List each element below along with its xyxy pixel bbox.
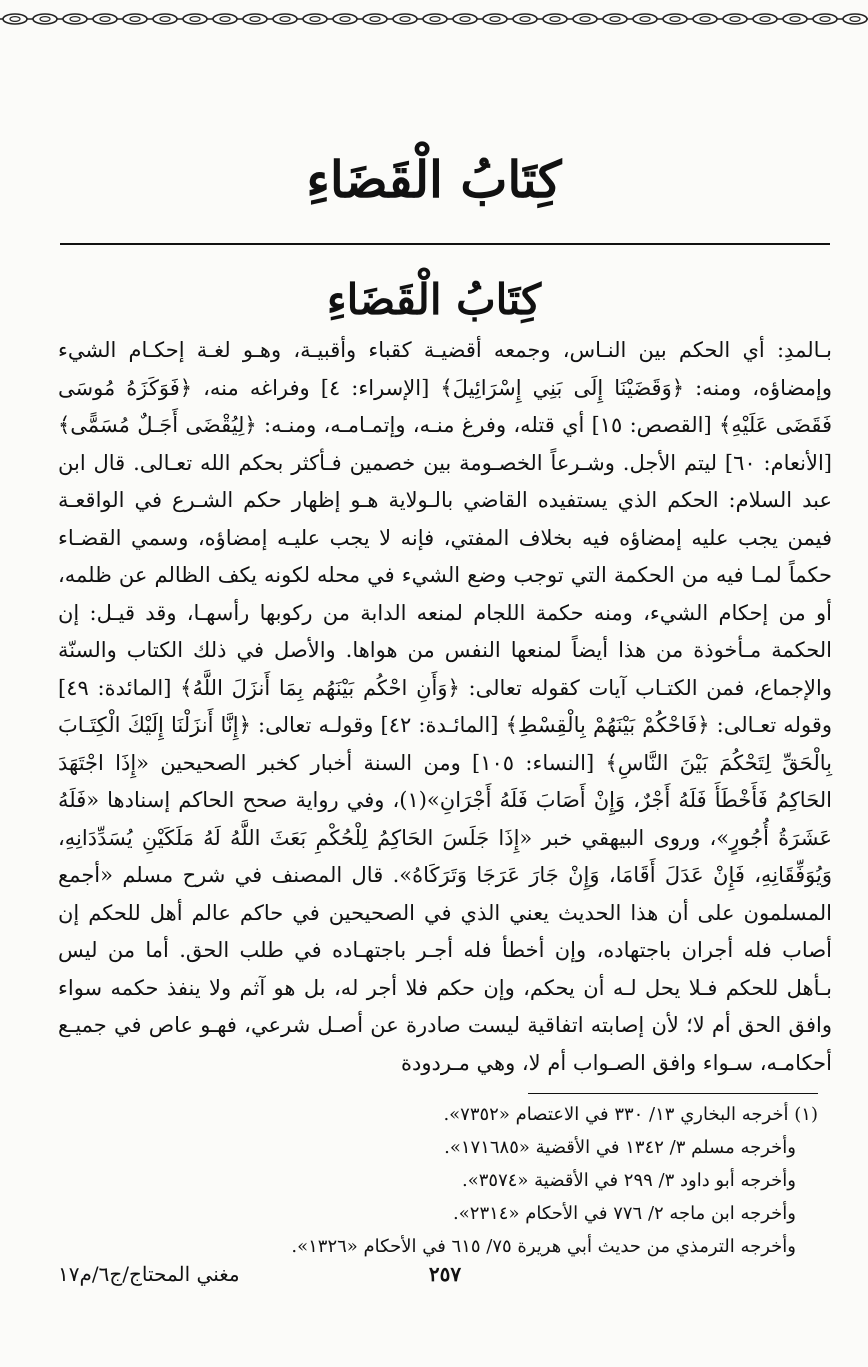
footnote-line: وأخرجه ابن ماجه ٢/ ٧٧٦ في الأحكام «٢٣١٤».: [453, 1203, 796, 1224]
footnote-line: وأخرجه مسلم ٣/ ١٣٤٢ في الأقضية «١٧١٦٨٥».: [444, 1137, 796, 1158]
footnote-line: وأخرجه الترمذي من حديث أبي هريرة ٧٥/ ٦١٥ في الأحكام «١٣٢٦».: [291, 1236, 796, 1257]
main-paragraph: بـالمدِ: أي الحكم بين النـاس، وجمعه أقضيـة كقباء وأقبيـة، وهـو لغـة إحكـام الشيء وإمضاؤه، ومنه: ﴿وَقَضَيْنَا إِلَى بَنِي إِسْرَائِيلَ﴾ [الإسراء: ٤] وفراغه منه، ﴿فَوَكَزَهُ مُوسَى فَقَضَى عَلَيْهِ﴾ [القصص: ١٥] أي قتله، وفرغ منـه، وإتمـامـه، ومنـه: ﴿لِيُقْضَى أَجَـلٌ مُسَمًّى﴾ [الأنعام: ٦٠] ليتم الأجل. وشـرعاً الخصـومة بين خصمين فـأكثر بحكم الله تعـالى. قال ابن عبد السلام: الحكم الذي يستفيده القاضي بالـولاية هـو إظهار حكم الشـرع في الواقعـة فيمن يجب عليه إمضاؤه فيه بخلاف المفتي، فإنه لا يجب عليـه إمضاؤه، وسمي القضـاء حكماً لمـا فيه من الحكمة التي توجب وضع الشيء في محله لكونه يكف الظالم عن ظلمه، أو من إحكام الشيء، ومنه حكمة اللجام لمنعه الدابة من ركوبها رأسهـا، وقد قيـل: إن الحكمة مـأخوذة من هذا أيضاً لمنعها النفس من هواها. والأصل في ذلك الكتاب والسنّة والإجماع، فمن الكتـاب آيات كقوله تعالى: ﴿وَأَنِ احْكُم بَيْنَهُم بِمَا أَنزَلَ اللَّهُ﴾ [المائدة: ٤٩] وقوله تعـالى: ﴿فَاحْكُمْ بَيْنَهُمْ بِالْقِسْطِ﴾ [المائـدة: ٤٢] وقولـه تعالى: ﴿إِنَّا أَنزَلْنَا إِلَيْكَ الْكِتَـابَ بِالْحَقِّ لِتَحْكُمَ بَيْنَ النَّاسِ﴾ [النساء: ١٠٥] ومن السنة أخبار كخبر الصحيحين «إِذَا اجْتَهَدَ الحَاكِمُ فَأَخْطَأَ فَلَهُ أَجْرٌ، وَإِنْ أَصَابَ فَلَهُ أَجْرَانِ»(١)، وفي رواية صحح الحاكم إسنادها «فَلَهُ عَشَرَةُ أُجُورٍ»، وروى البيهقي خبر «إِذَا جَلَسَ الحَاكِمُ لِلْحُكْمِ بَعَثَ اللَّهُ لَهُ مَلَكَيْنِ يُسَدِّدَانِهِ، وَيُوَفِّقَانِهِ، فَإِنْ عَدَلَ أَقَامَا، وَإِنْ جَارَ عَرَجَا وَتَرَكَاهُ». قال المصنف في شرح مسلم «أجمع المسلمون على أن هذا الحديث يعني الذي في الصحيحين في حاكم عالم أهل للحكم إن أصاب فله أجران باجتهاده، وإن أخطأ فله أجـر باجتهـاده في طلب الحق. أما من ليس بـأهل للحكم فـلا يحل لـه أن يحكم، وإن حكم فلا أجر له، بل هو آثم ولا ينفذ حكمه سواء وافق الحق أم لا؛ لأن إصابته اتفاقية ليست صادرة عن أصـل شرعي، فهـو عاص في جميـع أحكامـه، سـواء وافق الصـواب أم لا، وهي مـردودة: [58, 338, 832, 1075]
section-title: كِتَابُ الْقَضَاءِ: [326, 275, 542, 324]
footnote-divider: [528, 1093, 818, 1094]
title-divider: [60, 243, 830, 245]
footnotes: [48, 1098, 818, 1263]
footnote-line: (١) أخرجه البخاري ١٣/ ٣٣٠ في الاعتصام «٧٣٥٢».: [443, 1104, 818, 1125]
page-number: ٢٥٧: [428, 1262, 462, 1286]
book-signature: مغني المحتاج/ج٦/م١٧: [58, 1262, 240, 1286]
chapter-title: كِتَابُ الْقَضَاءِ: [306, 150, 562, 209]
footnote-line: وأخرجه أبو داود ٣/ ٢٩٩ في الأقضية «٣٥٧٤».: [462, 1170, 796, 1191]
decorative-border: [0, 8, 868, 30]
page-footer: [58, 1262, 832, 1292]
ornament-pattern: [0, 8, 868, 30]
